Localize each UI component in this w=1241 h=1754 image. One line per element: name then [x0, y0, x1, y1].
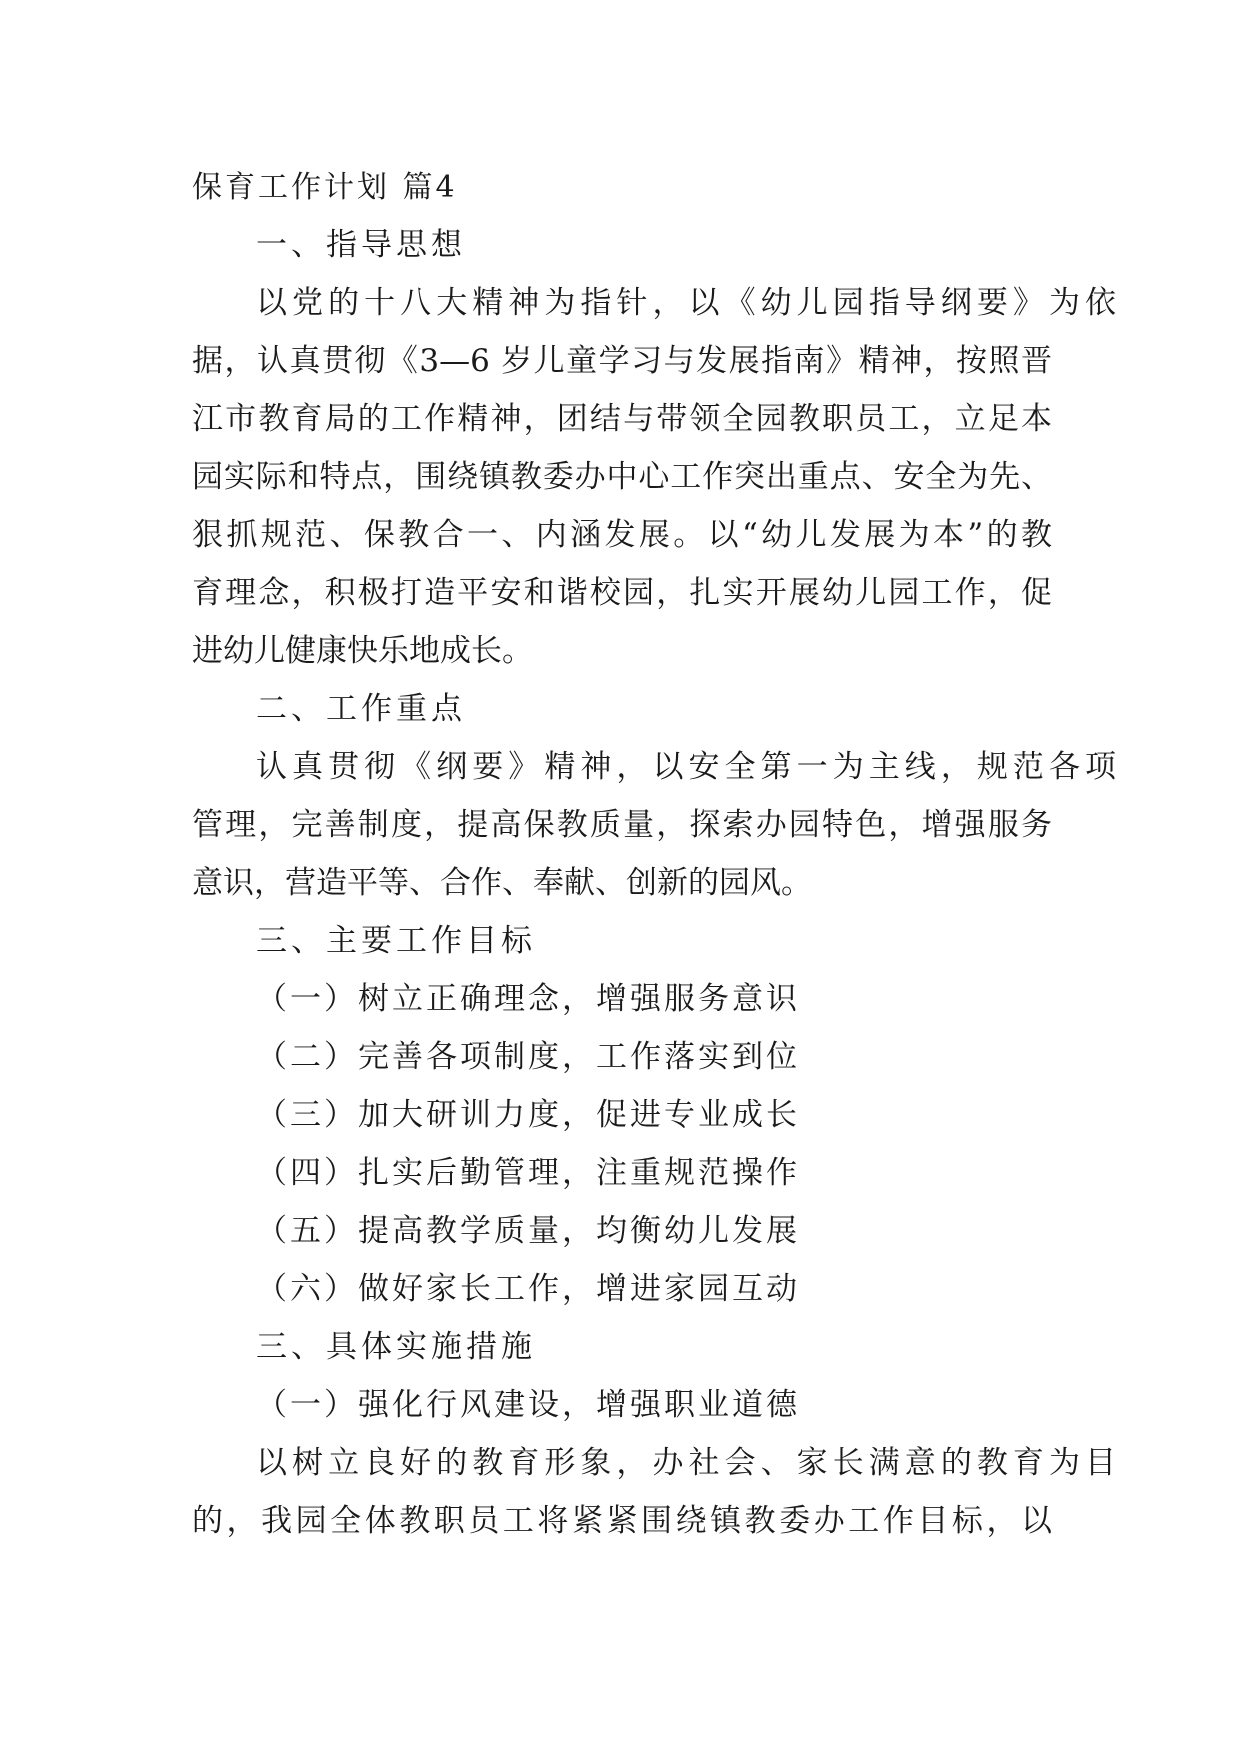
section-heading: 二、工作重点 [256, 691, 466, 727]
list-item: （四）扎实后勤管理，注重规范操作 [256, 1155, 800, 1191]
paragraph-line: 的，我园全体教职员工将紧紧围绕镇教委办工作目标，以 [192, 1503, 1052, 1539]
document-title: 保育工作计划 篇4 [192, 170, 458, 205]
list-item: （五）提高教学质量，均衡幼儿发展 [256, 1213, 800, 1249]
document-body [192, 160, 1116, 1550]
paragraph-line: 意识，营造平等、合作、奉献、创新的园风。 [192, 865, 812, 901]
paragraph-line: 以树立良好的教育形象，办社会、家长满意的教育为目 [256, 1445, 1116, 1481]
paragraph-line: 以党的十八大精神为指针，以《幼儿园指导纲要》为依 [256, 285, 1116, 321]
list-item: （一）树立正确理念，增强服务意识 [256, 981, 800, 1017]
list-item: （六）做好家长工作，增进家园互动 [256, 1271, 800, 1307]
paragraph-line: 狠抓规范、保教合一、内涵发展。以“幼儿发展为本”的教 [192, 517, 1052, 553]
paragraph-line: 据，认真贯彻《3—6 岁儿童学习与发展指南》精神，按照晋 [192, 343, 1052, 379]
paragraph-line: 园实际和特点，围绕镇教委办中心工作突出重点、安全为先、 [192, 459, 1052, 495]
paragraph-line: 管理，完善制度，提高保教质量，探索办园特色，增强服务 [192, 807, 1052, 843]
list-item: （三）加大研训力度，促进专业成长 [256, 1097, 800, 1133]
list-item: （二）完善各项制度，工作落实到位 [256, 1039, 800, 1075]
paragraph-line: 江市教育局的工作精神，团结与带领全园教职员工，立足本 [192, 401, 1052, 437]
paragraph-line: 认真贯彻《纲要》精神，以安全第一为主线，规范各项 [256, 749, 1116, 785]
list-item: （一）强化行风建设，增强职业道德 [256, 1387, 800, 1423]
paragraph-line: 育理念，积极打造平安和谐校园，扎实开展幼儿园工作，促 [192, 575, 1052, 611]
section-heading: 一、指导思想 [256, 227, 466, 263]
section-heading: 三、主要工作目标 [256, 923, 536, 959]
paragraph-line: 进幼儿健康快乐地成长。 [192, 633, 533, 669]
section-heading: 三、具体实施措施 [256, 1329, 536, 1365]
